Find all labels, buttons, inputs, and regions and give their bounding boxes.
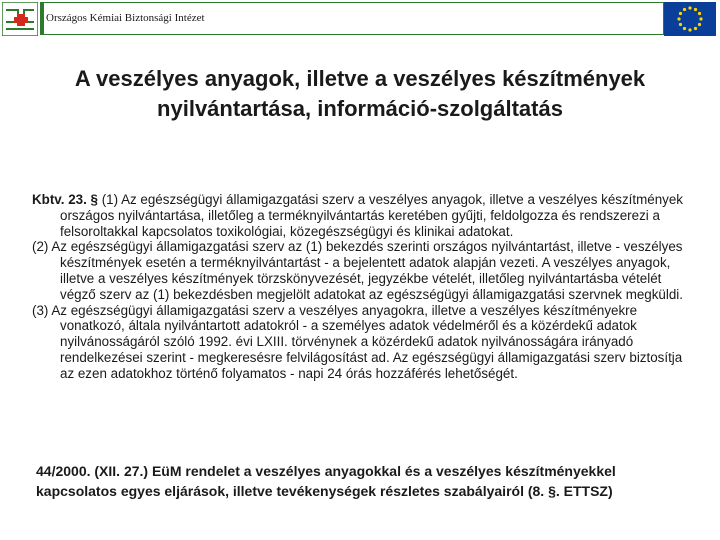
eu-star-icon	[694, 27, 697, 30]
okbi-logo-icon	[2, 2, 38, 36]
paragraph-1	[32, 192, 692, 239]
eu-star-icon	[679, 23, 682, 26]
decree-reference: 44/2000. (XII. 27.) EüM rendelet a veszélyes anyagokkal és a veszélyes készítményekkel kapcsolatos egyes eljárások, illetve tevékenységek részletes szabályairól (8. §. ETTSZ)	[36, 463, 616, 499]
eu-star-icon	[683, 8, 686, 11]
org-name: Országos Kémiai Biztonsági Intézet	[46, 12, 205, 24]
law-text-block	[32, 192, 692, 382]
eu-star-icon	[677, 17, 680, 20]
eu-star-icon	[683, 27, 686, 30]
eu-flag-icon	[664, 2, 716, 36]
section-reference: Kbtv. 23. §	[32, 192, 98, 207]
eu-star-icon	[698, 23, 701, 26]
header-bar	[0, 0, 720, 40]
paragraph-2: (2) Az egészségügyi államigazgatási szerv az (1) bekezdés szerinti országos nyilvántartást, illetve - veszélyes készítmények esetén a terméknyilvántartást - a bejelentett adatok alapján vezeti. A veszélyes anyagok, illetve a veszélyes készítmények törzskönyvezését, jegyzékbe vételét, illetőleg nyilvántartásba vételét végző szerv az (1) bekezdésben megjelölt adatokat az egészségügyi államigazgatási szervnek megküldi.	[32, 239, 683, 302]
eu-star-icon	[694, 8, 697, 11]
eu-star-icon	[699, 17, 702, 20]
paragraph-3: (3) Az egészségügyi államigazgatási szerv a veszélyes anyagokra, illetve a veszélyes készítményekre vonatkozó, általa nyilvántartott adatokról - a személyes adatok védelméről és a közérdekű adatok nyilvánosságáról szóló 1992. évi LXIII. törvénynek a közérdekű adatok nyilvánosságára irányadó rendelkezései szerint - megkeresésre felvilágosítást ad. Az egészségügyi államigazgatási szerv biztosítja az ezen adatokhoz történő folyamatos - napi 24 órás hozzáférés lehetőségét.	[32, 302, 683, 381]
org-name-box	[40, 2, 664, 35]
paragraph-1-text: (1) Az egészségügyi államigazgatási szerv a veszélyes anyagok, illetve a veszélyes készítmények országos nyilvántartása, illetőleg a terméknyilvántartás keretében gyűjti, feldolgozza és rendszerezi a felsoroltakkal kapcsolatos toxikológiai, közegészségügyi és klinikai adatokat.	[60, 192, 683, 239]
eu-star-icon	[679, 12, 682, 15]
page-title: A veszélyes anyagok, illetve a veszélyes készítmények nyilvántartása, információ-szolgáltatás	[74, 66, 646, 121]
eu-star-icon	[688, 6, 691, 9]
eu-star-icon	[698, 12, 701, 15]
eu-star-icon	[688, 28, 691, 31]
